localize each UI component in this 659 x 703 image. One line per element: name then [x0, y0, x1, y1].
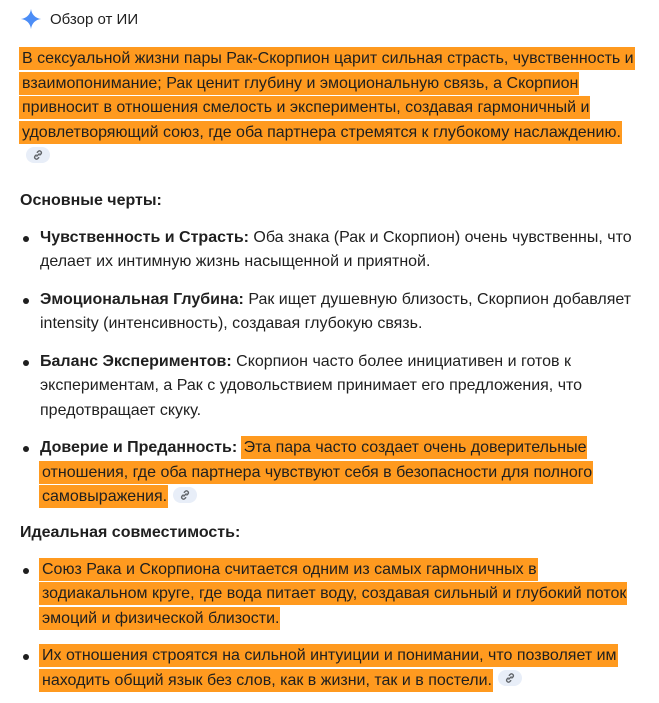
compat-heading: Идеальная совместимость:: [20, 523, 241, 541]
list-item: [20, 226, 645, 275]
bullet-dot: [23, 298, 29, 304]
bullet-dot: [23, 568, 29, 574]
source-link-button[interactable]: [26, 147, 50, 163]
source-link-button[interactable]: [498, 670, 522, 686]
trait-term: Доверие и Преданность:: [40, 439, 238, 456]
link-icon: [32, 149, 44, 161]
trait-text: Рак ищет душевную близость, Скорпион добавляет intensity (интенсивность), создавая глубокую связь.: [40, 290, 632, 332]
list-item: [20, 288, 645, 337]
bullet-dot: [23, 654, 29, 660]
gemini-sparkle-icon: [20, 8, 42, 30]
trait-text: Скорпион часто более инициативен и готов к экспериментам, а Рак с удовольствием принимает его предложения, что предотвращает скуку.: [40, 352, 583, 419]
compat-text: Их отношения строятся на сильной интуиции и понимании, что позволяет им находить общий язык без слов, как в жизни, так и в постели.: [42, 647, 617, 689]
ai-overview-title: Обзор от ИИ: [50, 10, 139, 28]
bullet-dot: [23, 236, 29, 242]
trait-term: Эмоциональная Глубина:: [40, 290, 244, 308]
bullet-dot: [23, 446, 29, 452]
trait-term: Чувственность и Страсть:: [40, 228, 249, 246]
list-item: [20, 558, 645, 632]
traits-list: [20, 226, 659, 510]
link-icon: [179, 489, 191, 501]
intro-text: В сексуальной жизни пары Рак-Скорпион царит сильная страсть, чувственность и взаимопонимание; Рак ценит глубину и эмоциональную связь, а Скорпион привносит в отношения смелость и эксперименты, создавая гармоничный и удовлетворяющий союз, где оба партнера стремятся к глубокому наслаждению.: [22, 50, 634, 141]
intro-paragraph: [20, 47, 650, 170]
list-item: [20, 644, 645, 693]
bullet-dot: [23, 360, 29, 366]
list-item: [20, 350, 645, 424]
compat-list: [20, 558, 659, 694]
trait-term: Баланс Экспериментов:: [40, 352, 232, 370]
traits-heading: Основные черты:: [20, 191, 162, 209]
trait-text: Оба знака (Рак и Скорпион) очень чувственны, что делает их интимную жизнь насыщенной и приятной.: [40, 228, 632, 270]
link-icon: [504, 672, 516, 684]
compat-text: Союз Рака и Скорпиона считается одним из самых гармоничных в зодиакальном круге, где вода питает воду, создавая сильный и глубокий поток эмоций и физической близости.: [42, 560, 627, 627]
trait-text: Эта пара часто создает очень доверительные отношения, где оба партнера чувствуют себя в безопасности для полного самовыражения.: [42, 439, 593, 505]
ai-overview-header: [20, 6, 659, 32]
source-link-button[interactable]: [173, 487, 197, 503]
list-item: [20, 436, 645, 510]
